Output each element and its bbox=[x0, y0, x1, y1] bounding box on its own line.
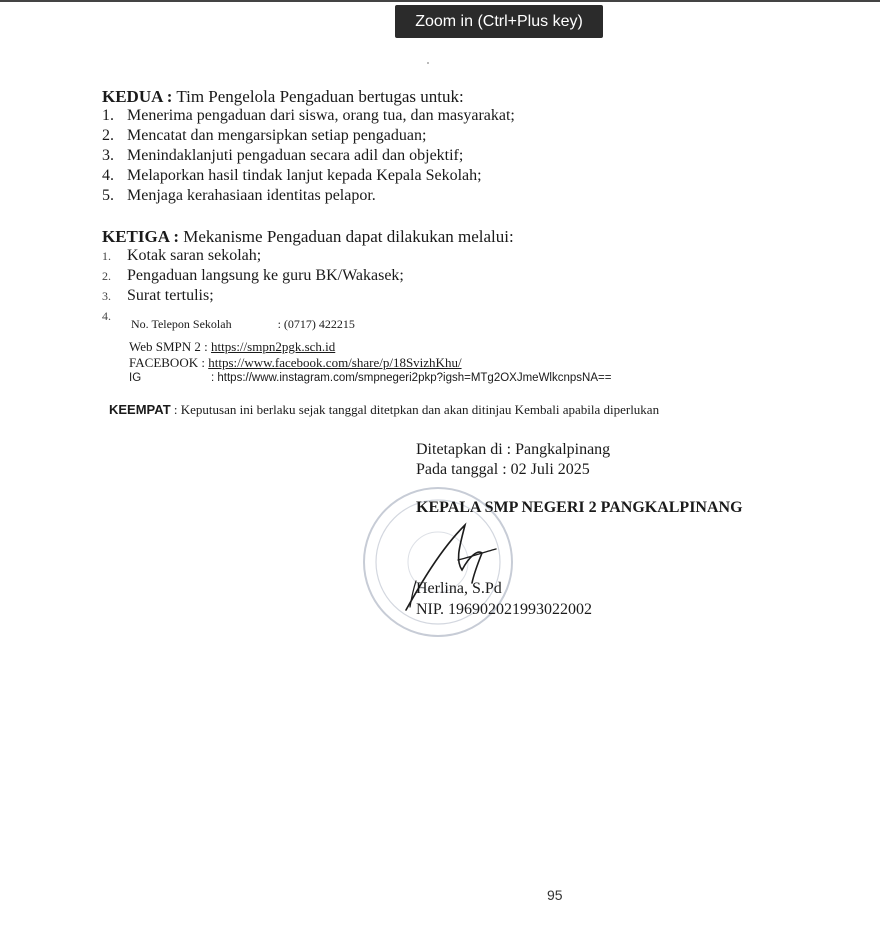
kedua-item-5 bbox=[102, 187, 376, 205]
list-text: Menindaklanjuti pengaduan secara adil dan objektif; bbox=[127, 147, 464, 164]
sig-title: KEPALA SMP NEGERI 2 PANGKALPINANG bbox=[416, 499, 743, 516]
ketiga-text: Mekanisme Pengaduan dapat dilakukan melalui: bbox=[179, 227, 514, 246]
list-text: Pengaduan langsung ke guru BK/Wakasek; bbox=[127, 267, 404, 284]
keempat-text: : Keputusan ini berlaku sejak tanggal ditetpkan dan akan ditinjau Kembali apabila diperlukan bbox=[170, 402, 660, 417]
kedua-item-1 bbox=[102, 107, 515, 125]
kedua-text: Tim Pengelola Pengaduan bertugas untuk: bbox=[172, 87, 464, 106]
instagram-line bbox=[129, 372, 611, 384]
web-line bbox=[129, 339, 335, 355]
list-number: 3. bbox=[102, 147, 114, 164]
list-number: 4. bbox=[102, 309, 111, 323]
page-number: 95 bbox=[547, 887, 563, 903]
list-number: 3. bbox=[102, 289, 111, 303]
ketiga-item-4 bbox=[102, 307, 127, 325]
instagram-value: : https://www.instagram.com/smpnegeri2pkp?igsh=MTg2OXJmeWlkcnpsNA== bbox=[211, 372, 612, 384]
list-text: Menjaga kerahasiaan identitas pelapor. bbox=[127, 187, 376, 204]
phone-line bbox=[131, 317, 355, 332]
scan-speck bbox=[427, 62, 429, 64]
keempat-paragraph bbox=[109, 402, 659, 418]
ketiga-item-1 bbox=[102, 247, 261, 265]
sig-name: Herlina, S.Pd bbox=[416, 580, 502, 597]
ketiga-label: KETIGA : bbox=[102, 227, 179, 246]
list-text: Mencatat dan mengarsipkan setiap pengaduan; bbox=[127, 127, 427, 144]
kedua-heading bbox=[102, 87, 464, 107]
list-text: Kotak saran sekolah; bbox=[127, 247, 262, 264]
sig-date: Pada tanggal : 02 Juli 2025 bbox=[416, 461, 590, 478]
list-number: 1. bbox=[102, 249, 111, 263]
facebook-link[interactable]: https://www.facebook.com/share/p/18SvizhKhu/ bbox=[208, 355, 462, 370]
list-text: Surat tertulis; bbox=[127, 287, 214, 304]
facebook-line bbox=[129, 355, 462, 371]
kedua-item-3 bbox=[102, 147, 463, 165]
kedua-item-2 bbox=[102, 127, 426, 145]
web-link[interactable]: https://smpn2pgk.sch.id bbox=[211, 339, 336, 354]
phone-label: No. Telepon Sekolah bbox=[131, 317, 232, 331]
sig-place: Ditetapkan di : Pangkalpinang bbox=[416, 441, 611, 458]
phone-value: : (0717) 422215 bbox=[277, 317, 355, 331]
list-number: 5. bbox=[102, 187, 114, 204]
zoom-in-tooltip: Zoom in (Ctrl+Plus key) bbox=[395, 5, 603, 38]
kedua-label: KEDUA : bbox=[102, 87, 173, 106]
facebook-label: FACEBOOK : bbox=[129, 355, 205, 370]
list-text: Menerima pengaduan dari siswa, orang tua, dan masyarakat; bbox=[127, 107, 515, 124]
list-number: 1. bbox=[102, 107, 114, 124]
sig-nip: NIP. 196902021993022002 bbox=[416, 601, 593, 618]
list-number: 2. bbox=[102, 127, 114, 144]
list-text: Melaporkan hasil tindak lanjut kepada Kepala Sekolah; bbox=[127, 167, 482, 184]
list-number: 4. bbox=[102, 167, 114, 184]
kedua-item-4 bbox=[102, 167, 482, 185]
viewer-top-border bbox=[0, 0, 880, 2]
instagram-label: IG bbox=[129, 372, 142, 384]
list-number: 2. bbox=[102, 269, 111, 283]
ketiga-heading bbox=[102, 227, 514, 247]
ketiga-item-3 bbox=[102, 287, 214, 305]
web-label: Web SMPN 2 : bbox=[129, 339, 208, 354]
ketiga-item-2 bbox=[102, 267, 404, 285]
keempat-label: KEEMPAT bbox=[109, 402, 171, 417]
